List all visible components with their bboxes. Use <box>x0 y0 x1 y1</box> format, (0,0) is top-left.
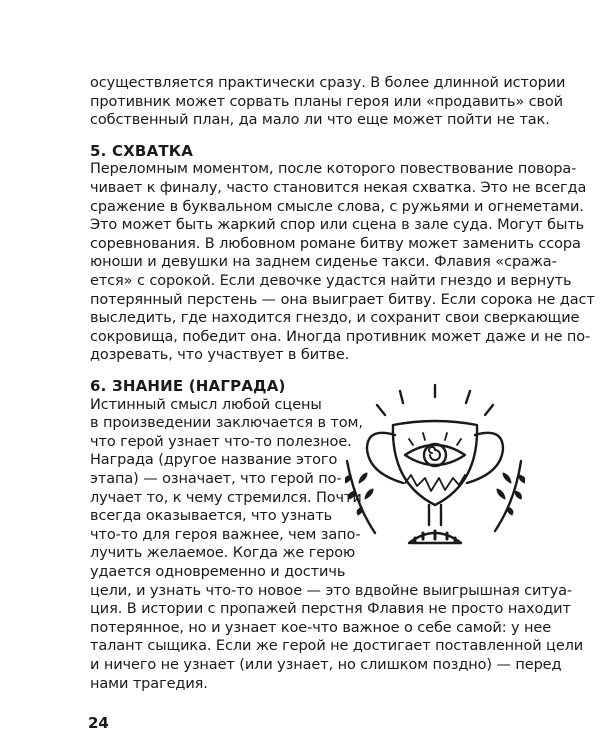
cup-handle-right <box>467 433 503 483</box>
text-line: что герой узнает что-то полезное. <box>90 433 352 450</box>
section-heading: 6. ЗНАНИЕ (НАГРАДА) <box>90 377 286 395</box>
text-line: дозревать, что участвует в битве. <box>90 347 350 364</box>
text-line: потерянное, но и узнает кое-что важное о себе самой: у нее <box>90 619 552 636</box>
ray-icon <box>485 405 493 415</box>
text-line: что-то для героя важнее, чем запо- <box>90 526 361 543</box>
ray-icon <box>466 391 470 403</box>
text-line: противник может сорвать планы героя или «продавить» свой <box>90 93 564 110</box>
text-line: Истинный смысл любой сцены <box>90 396 322 413</box>
text-line: лучает то, к чему стремился. Почти <box>90 489 362 506</box>
text-line: всегда оказывается, что узнать <box>90 508 333 525</box>
text-line: потерянный перстень — она выиграет битву. Если сорока не даст <box>90 291 595 308</box>
page-number: 24 <box>88 714 109 732</box>
text-line: сокровища, победит она. Иногда противник может даже и не по- <box>90 328 591 345</box>
text-line: ется» с сорокой. Если девочке удастся найти гнездо и вернуть <box>90 273 572 289</box>
text-line: Награда (другое название этого <box>90 452 338 469</box>
text-line: Это может быть жаркий спор или сцена в зале суда. Могут быть <box>90 217 585 234</box>
section-heading: 5. СХВАТКА <box>90 141 194 160</box>
text-line: чивает к финалу, часто становится некая схватка. Это не всегда <box>90 180 587 196</box>
ray-icon <box>400 391 403 403</box>
text-line: ция. В истории с пропажей перстня Флавия не просто находит <box>90 601 571 618</box>
text-line: в произведении заключается в том, <box>90 415 363 432</box>
cup-handle-left <box>367 433 403 483</box>
text-line: юноши и девушки на заднем сиденье такси. Флавия «сража- <box>90 254 557 271</box>
text-line: этапа) — означает, что герой по- <box>90 471 342 487</box>
text-line: сражение в буквальном смысле слова, с ружьями и огнеметами. <box>90 198 584 215</box>
ray-icon <box>377 405 385 415</box>
trophy-eye-icon <box>345 383 525 568</box>
text-line: собственный план, да мало ли что еще может пойти не так. <box>90 112 550 129</box>
cup-bowl <box>393 421 477 505</box>
text-line: Переломным моментом, после которого повествование повора- <box>90 161 577 178</box>
text-line: талант сыщика. Если же герой не достигает поставленной цели <box>90 638 584 655</box>
text-line: цели, и узнать что-то новое — это вдвойне выигрышная ситуа- <box>90 582 573 599</box>
text-line: лучить желаемое. Когда же герою <box>90 545 356 562</box>
text-line: нами трагедия. <box>90 675 208 692</box>
text-line: осуществляется практически сразу. В более длинной истории <box>90 75 566 91</box>
text-line: удается одновременно и достичь <box>90 564 346 580</box>
cup-stem <box>429 505 441 525</box>
text-line: и ничего не узнает (или узнает, но слишком поздно) — перед <box>90 657 562 673</box>
text-line: соревнования. В любовном романе битву может заменить ссора <box>90 235 581 252</box>
text-line: выследить, где находится гнездо, и сохранит свои сверкающие <box>90 310 580 327</box>
